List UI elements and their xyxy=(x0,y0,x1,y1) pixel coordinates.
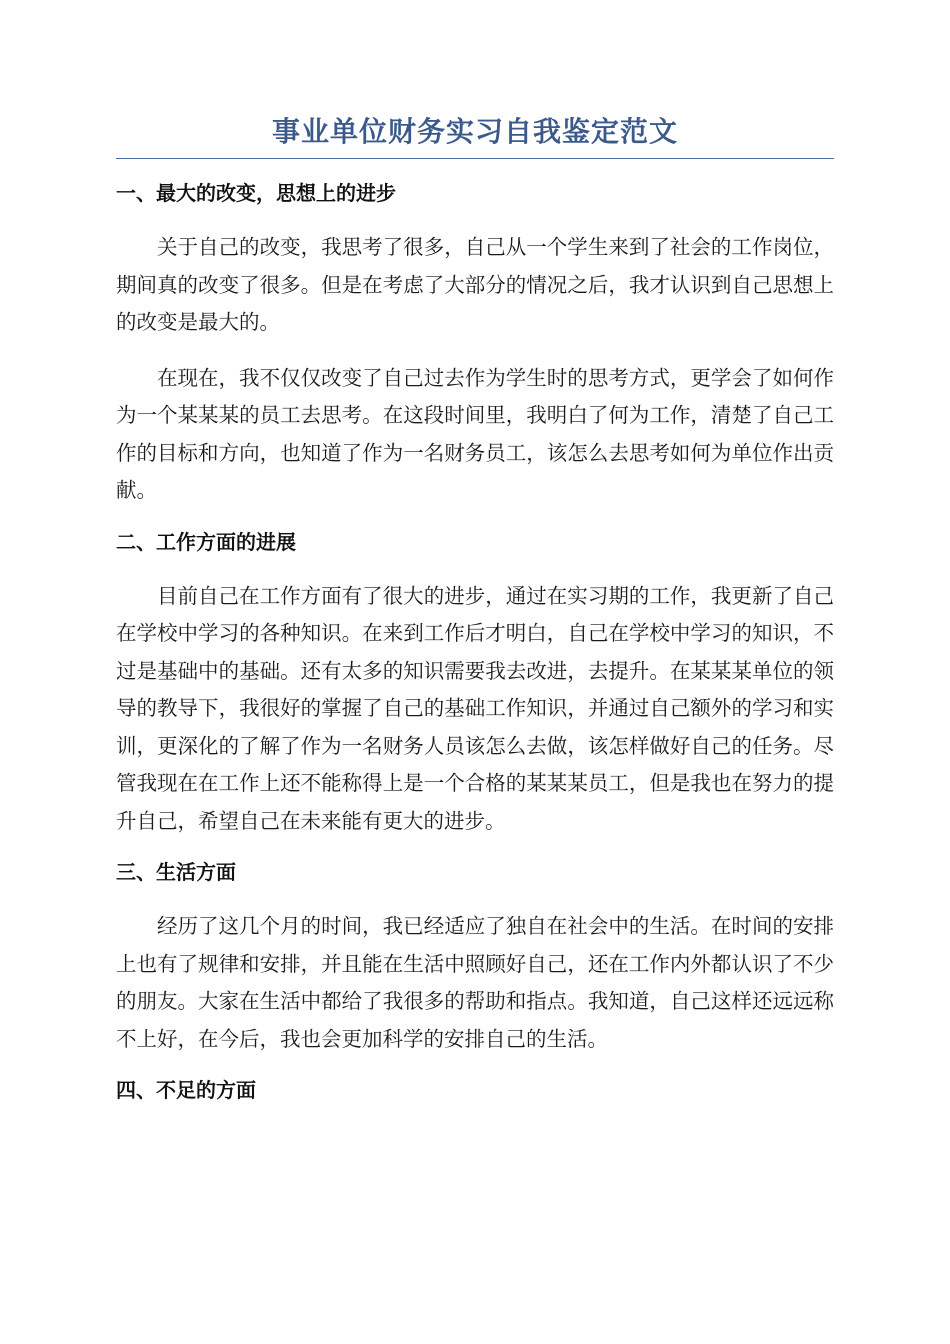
section-heading: 一、最大的改变，思想上的进步 xyxy=(116,181,396,205)
paragraph: 目前自己在工作方面有了很大的进步，通过在实习期的工作，我更新了自己在学校中学习的各种知识。在来到工作后才明白，自己在学校中学习的知识，不过是基础中的基础。还有太多的知识需要我去改进，去提升。在某某某单位的领导的教导下，我很好的掌握了自己的基础工作知识，并通过自己额外的学习和实训，更深化的了解了作为一名财务人员该怎么去做，该怎样做好自己的任务。尽管我现在在工作上还不能称得上是一个合格的某某某员工，但是我也在努力的提升自己，希望自己在未来能有更大的进步。 xyxy=(116,583,834,833)
paragraph: 关于自己的改变，我思考了很多，自己从一个学生来到了社会的工作岗位，期间真的改变了很多。但是在考虑了大部分的情况之后，我才认识到自己思想上的改变是最大的。 xyxy=(116,235,834,334)
section-3 xyxy=(116,858,834,1058)
document-title: 事业单位财务实习自我鉴定范文 xyxy=(271,115,678,148)
section-2 xyxy=(116,528,834,841)
section-heading: 四、不足的方面 xyxy=(116,1078,256,1102)
paragraph: 在现在，我不仅仅改变了自己过去作为学生时的思考方式，更学会了如何作为一个某某某的员工去思考。在这段时间里，我明白了何为工作，清楚了自己工作的目标和方向，也知道了作为一名财务员工，该怎么去思考如何为单位作出贡献。 xyxy=(116,365,834,502)
title-underline xyxy=(116,158,834,159)
section-4 xyxy=(116,1076,834,1104)
document-page xyxy=(116,110,834,1126)
section-heading: 三、生活方面 xyxy=(116,860,236,884)
section-1 xyxy=(116,179,834,510)
section-heading: 二、工作方面的进展 xyxy=(116,529,296,554)
paragraph: 经历了这几个月的时间，我已经适应了独自在社会中的生活。在时间的安排上也有了规律和安排，并且能在生活中照顾好自己，还在工作内外都认识了不少的朋友。大家在生活中都给了我很多的帮助和指点。我知道，自己这样还远远称不上好，在今后，我也会更加科学的安排自己的生活。 xyxy=(116,914,834,1051)
